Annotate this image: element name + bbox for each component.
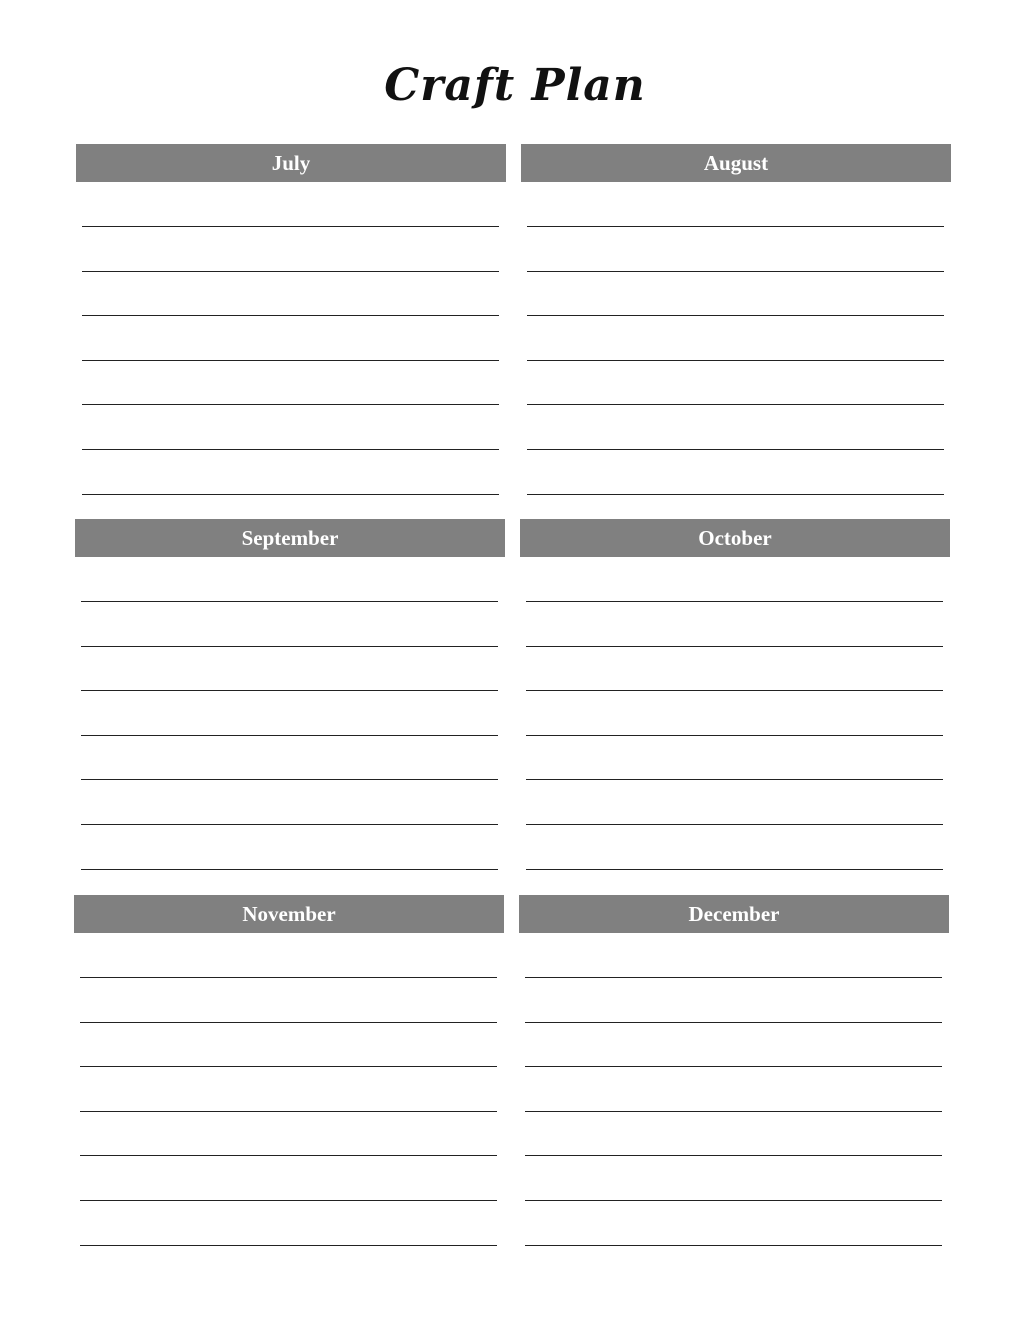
writing-line[interactable] bbox=[525, 1022, 942, 1023]
writing-line[interactable] bbox=[526, 824, 943, 825]
writing-line[interactable] bbox=[82, 449, 499, 450]
writing-line[interactable] bbox=[81, 779, 498, 780]
writing-line[interactable] bbox=[80, 1155, 497, 1156]
writing-line[interactable] bbox=[81, 824, 498, 825]
writing-line[interactable] bbox=[81, 869, 498, 870]
writing-line[interactable] bbox=[526, 690, 943, 691]
writing-line[interactable] bbox=[80, 1022, 497, 1023]
writing-line[interactable] bbox=[82, 315, 499, 316]
month-header: August bbox=[521, 144, 951, 182]
writing-line[interactable] bbox=[80, 1111, 497, 1112]
month-header: November bbox=[74, 895, 504, 933]
writing-line[interactable] bbox=[526, 646, 943, 647]
writing-lines[interactable] bbox=[520, 557, 950, 877]
writing-line[interactable] bbox=[81, 690, 498, 691]
writing-lines[interactable] bbox=[521, 182, 951, 502]
writing-line[interactable] bbox=[526, 779, 943, 780]
month-header: October bbox=[520, 519, 950, 557]
writing-line[interactable] bbox=[80, 977, 497, 978]
writing-line[interactable] bbox=[525, 977, 942, 978]
writing-line[interactable] bbox=[81, 735, 498, 736]
page-title: Craft Plan bbox=[384, 60, 646, 111]
month-header: September bbox=[75, 519, 505, 557]
writing-line[interactable] bbox=[527, 271, 944, 272]
writing-line[interactable] bbox=[82, 494, 499, 495]
month-section-november bbox=[74, 895, 504, 1253]
writing-line[interactable] bbox=[81, 601, 498, 602]
writing-line[interactable] bbox=[527, 449, 944, 450]
month-section-december bbox=[519, 895, 949, 1253]
writing-line[interactable] bbox=[82, 226, 499, 227]
month-header: July bbox=[76, 144, 506, 182]
writing-line[interactable] bbox=[81, 646, 498, 647]
writing-lines[interactable] bbox=[76, 182, 506, 502]
writing-line[interactable] bbox=[526, 601, 943, 602]
month-section-july bbox=[76, 144, 506, 502]
writing-line[interactable] bbox=[527, 404, 944, 405]
month-section-october bbox=[520, 519, 950, 877]
writing-line[interactable] bbox=[525, 1155, 942, 1156]
writing-lines[interactable] bbox=[75, 557, 505, 877]
writing-line[interactable] bbox=[527, 226, 944, 227]
writing-line[interactable] bbox=[525, 1200, 942, 1201]
writing-line[interactable] bbox=[526, 735, 943, 736]
writing-line[interactable] bbox=[82, 271, 499, 272]
month-header: December bbox=[519, 895, 949, 933]
writing-line[interactable] bbox=[82, 360, 499, 361]
writing-line[interactable] bbox=[82, 404, 499, 405]
writing-line[interactable] bbox=[527, 360, 944, 361]
writing-line[interactable] bbox=[80, 1245, 497, 1246]
writing-lines[interactable] bbox=[519, 933, 949, 1253]
writing-line[interactable] bbox=[525, 1066, 942, 1067]
writing-line[interactable] bbox=[527, 315, 944, 316]
month-section-september bbox=[75, 519, 505, 877]
writing-line[interactable] bbox=[525, 1111, 942, 1112]
writing-line[interactable] bbox=[526, 869, 943, 870]
writing-line[interactable] bbox=[525, 1245, 942, 1246]
writing-line[interactable] bbox=[80, 1200, 497, 1201]
writing-lines[interactable] bbox=[74, 933, 504, 1253]
month-section-august bbox=[521, 144, 951, 502]
writing-line[interactable] bbox=[527, 494, 944, 495]
writing-line[interactable] bbox=[80, 1066, 497, 1067]
